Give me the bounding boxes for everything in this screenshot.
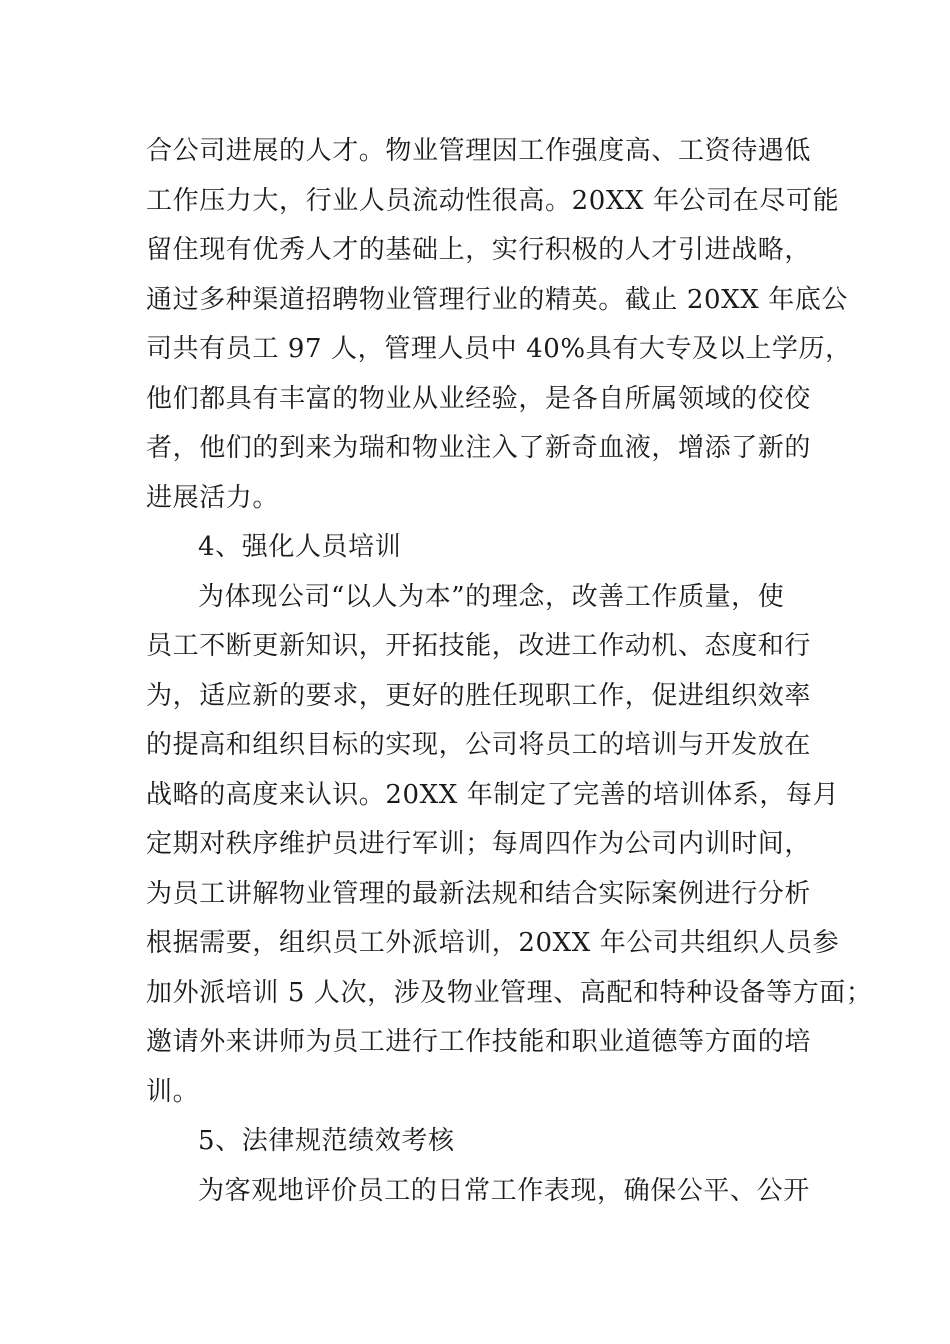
text-line: 邀请外来讲师为员工进行工作技能和职业道德等方面的培: [146, 1027, 812, 1057]
section-heading: 4、强化人员培训: [198, 532, 402, 562]
paragraph-first-line: 为客观地评价员工的日常工作表现，确保公平、公开: [198, 1175, 810, 1206]
text-line: 根据需要，组织员工外派培训，20XX 年公司共组织人员参: [146, 928, 840, 958]
section-heading: 5、法律规范绩效考核: [198, 1126, 455, 1156]
paragraph-first-line: 为体现公司“以人为本”的理念，改善工作质量，使: [198, 581, 785, 612]
text-line: 工作压力大，行业人员流动性很高。20XX 年公司在尽可能: [146, 185, 840, 216]
text-line: 司共有员工 97 人，管理人员中 40%具有大专及以上学历，: [146, 334, 852, 364]
text-line: 员工不断更新知识，开拓技能，改进工作动机、态度和行: [146, 631, 812, 661]
text-line: 合公司进展的人才。物业管理因工作强度高、工资待遇低: [146, 136, 812, 166]
text-line: 为员工讲解物业管理的最新法规和结合实际案例进行分析: [146, 878, 812, 909]
text-line: 战略的高度来认识。20XX 年制定了完善的培训体系，每月: [146, 779, 840, 810]
text-line: 为，适应新的要求，更好的胜任现职工作，促进组织效率: [146, 680, 812, 711]
text-line: 定期对秩序维护员进行军训；每周四作为公司内训时间，: [146, 829, 812, 859]
text-line: 通过多种渠道招聘物业管理行业的精英。截止 20XX 年底公: [146, 284, 849, 315]
text-line: 者，他们的到来为瑞和物业注入了新奇血液，增添了新的: [146, 433, 812, 463]
document-page: [146, 127, 873, 1216]
text-line: 加外派培训 5 人次，涉及物业管理、高配和特种设备等方面；: [146, 977, 873, 1008]
text-line: 他们都具有丰富的物业从业经验，是各自所属领域的佼佼: [146, 383, 812, 414]
text-line: 训。: [146, 1076, 200, 1107]
text-line: 的提高和组织目标的实现，公司将员工的培训与开发放在: [146, 730, 812, 760]
text-line: 进展活力。: [146, 482, 280, 513]
text-line: 留住现有优秀人才的基础上，实行积极的人才引进战略，: [146, 235, 812, 265]
